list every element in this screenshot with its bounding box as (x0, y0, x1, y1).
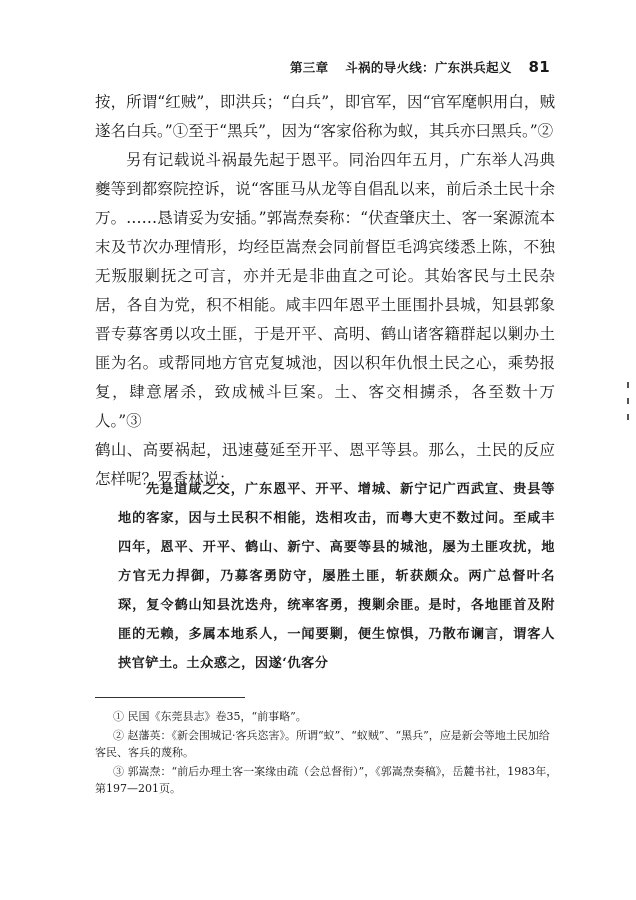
running-header (290, 58, 550, 76)
page-number: 81 (528, 58, 550, 76)
footnotes (95, 708, 560, 799)
paragraph: 鹤山、高要祸起，迅速蔓延至开平、恩平等县。那么，土民的反应怎样呢？罗香林说： (95, 441, 555, 488)
chapter-title: 斗祸的导火线：广东洪兵起义 (345, 60, 512, 75)
main-text (95, 88, 555, 494)
footnote-2: ② 赵藩英：《新会围城记·客兵恣害》。所谓“蚁”、“蚁贼”、“黑兵”，应是新会等地土民加给客民、客兵的蔑称。 (95, 729, 550, 759)
quotation-text: 先是道咸之交，广东恩平、开平、增城、新宁记广西武宣、贵县等地的客家，因与土民积不相能，迭相攻击，而粤大吏不数过问。至咸丰四年，恩平、开平、鹤山、新宁、高要等县的城池，屡为土匪攻扰，地方官无力捍御，乃募客勇防守，屡胜土匪，斩获颇众。两广总督叶名琛，复令鹤山知县沈迭舟，统率客勇，搜剿余匪。是时，各地匪首及附匪的无赖，多属本地系人，一闻要剿，便生惊惧，乃散布谰言，谓客人挟官铲土。土众惑之，因遂‘仇客分 (118, 482, 555, 671)
paragraph: 另有记载说斗祸最先起于恩平。同治四年五月，广东举人冯典夔等到都察院控诉，说“客匪马从龙等自倡乱以来，前后杀土民十余万。……恳请妥为安插。”郭嵩焘奏称：“伏查肇庆土、客一案源流本末及节次办理情形，均经臣嵩焘会同前督臣毛鸿宾缕悉上陈，不独无叛服剿抚之可言，亦并无是非曲直之可论。其始客民与土民杂居，各自为党，积不相能。咸丰四年恩平土匪围扑县城，知县郭象晋专募客勇以攻土匪，于是开平、高明、鹤山诸客籍群起以剿办土匪为名。或帮同地方官克复城池，因以积年仇恨土民之心，乘势报复，肆意屠杀，致成械斗巨案。土、客交相擄杀，各至数十万人。”③ (95, 151, 555, 430)
footnote-separator (95, 697, 245, 698)
chapter-label: 第三章 (290, 60, 329, 75)
block-quotation (118, 475, 555, 678)
footnote-3: ③ 郭嵩焘：“前后办理土客一案缘由疏（会总督衔）”，《郭嵩焘奏稿》，岳麓书社，1983年，第197—201页。 (95, 765, 558, 795)
paragraph: 按，所谓“红贼”，即洪兵；“白兵”，即官军，因“官军麾帜用白，贼遂名白兵。”①至于“黑兵”，因为“客家俗称为蚁，其兵亦曰黑兵。”② (95, 93, 555, 140)
footnote-1: ① 民国《东莞县志》卷35，“前事略”。 (113, 710, 307, 723)
scan-edge-marks (627, 382, 630, 422)
